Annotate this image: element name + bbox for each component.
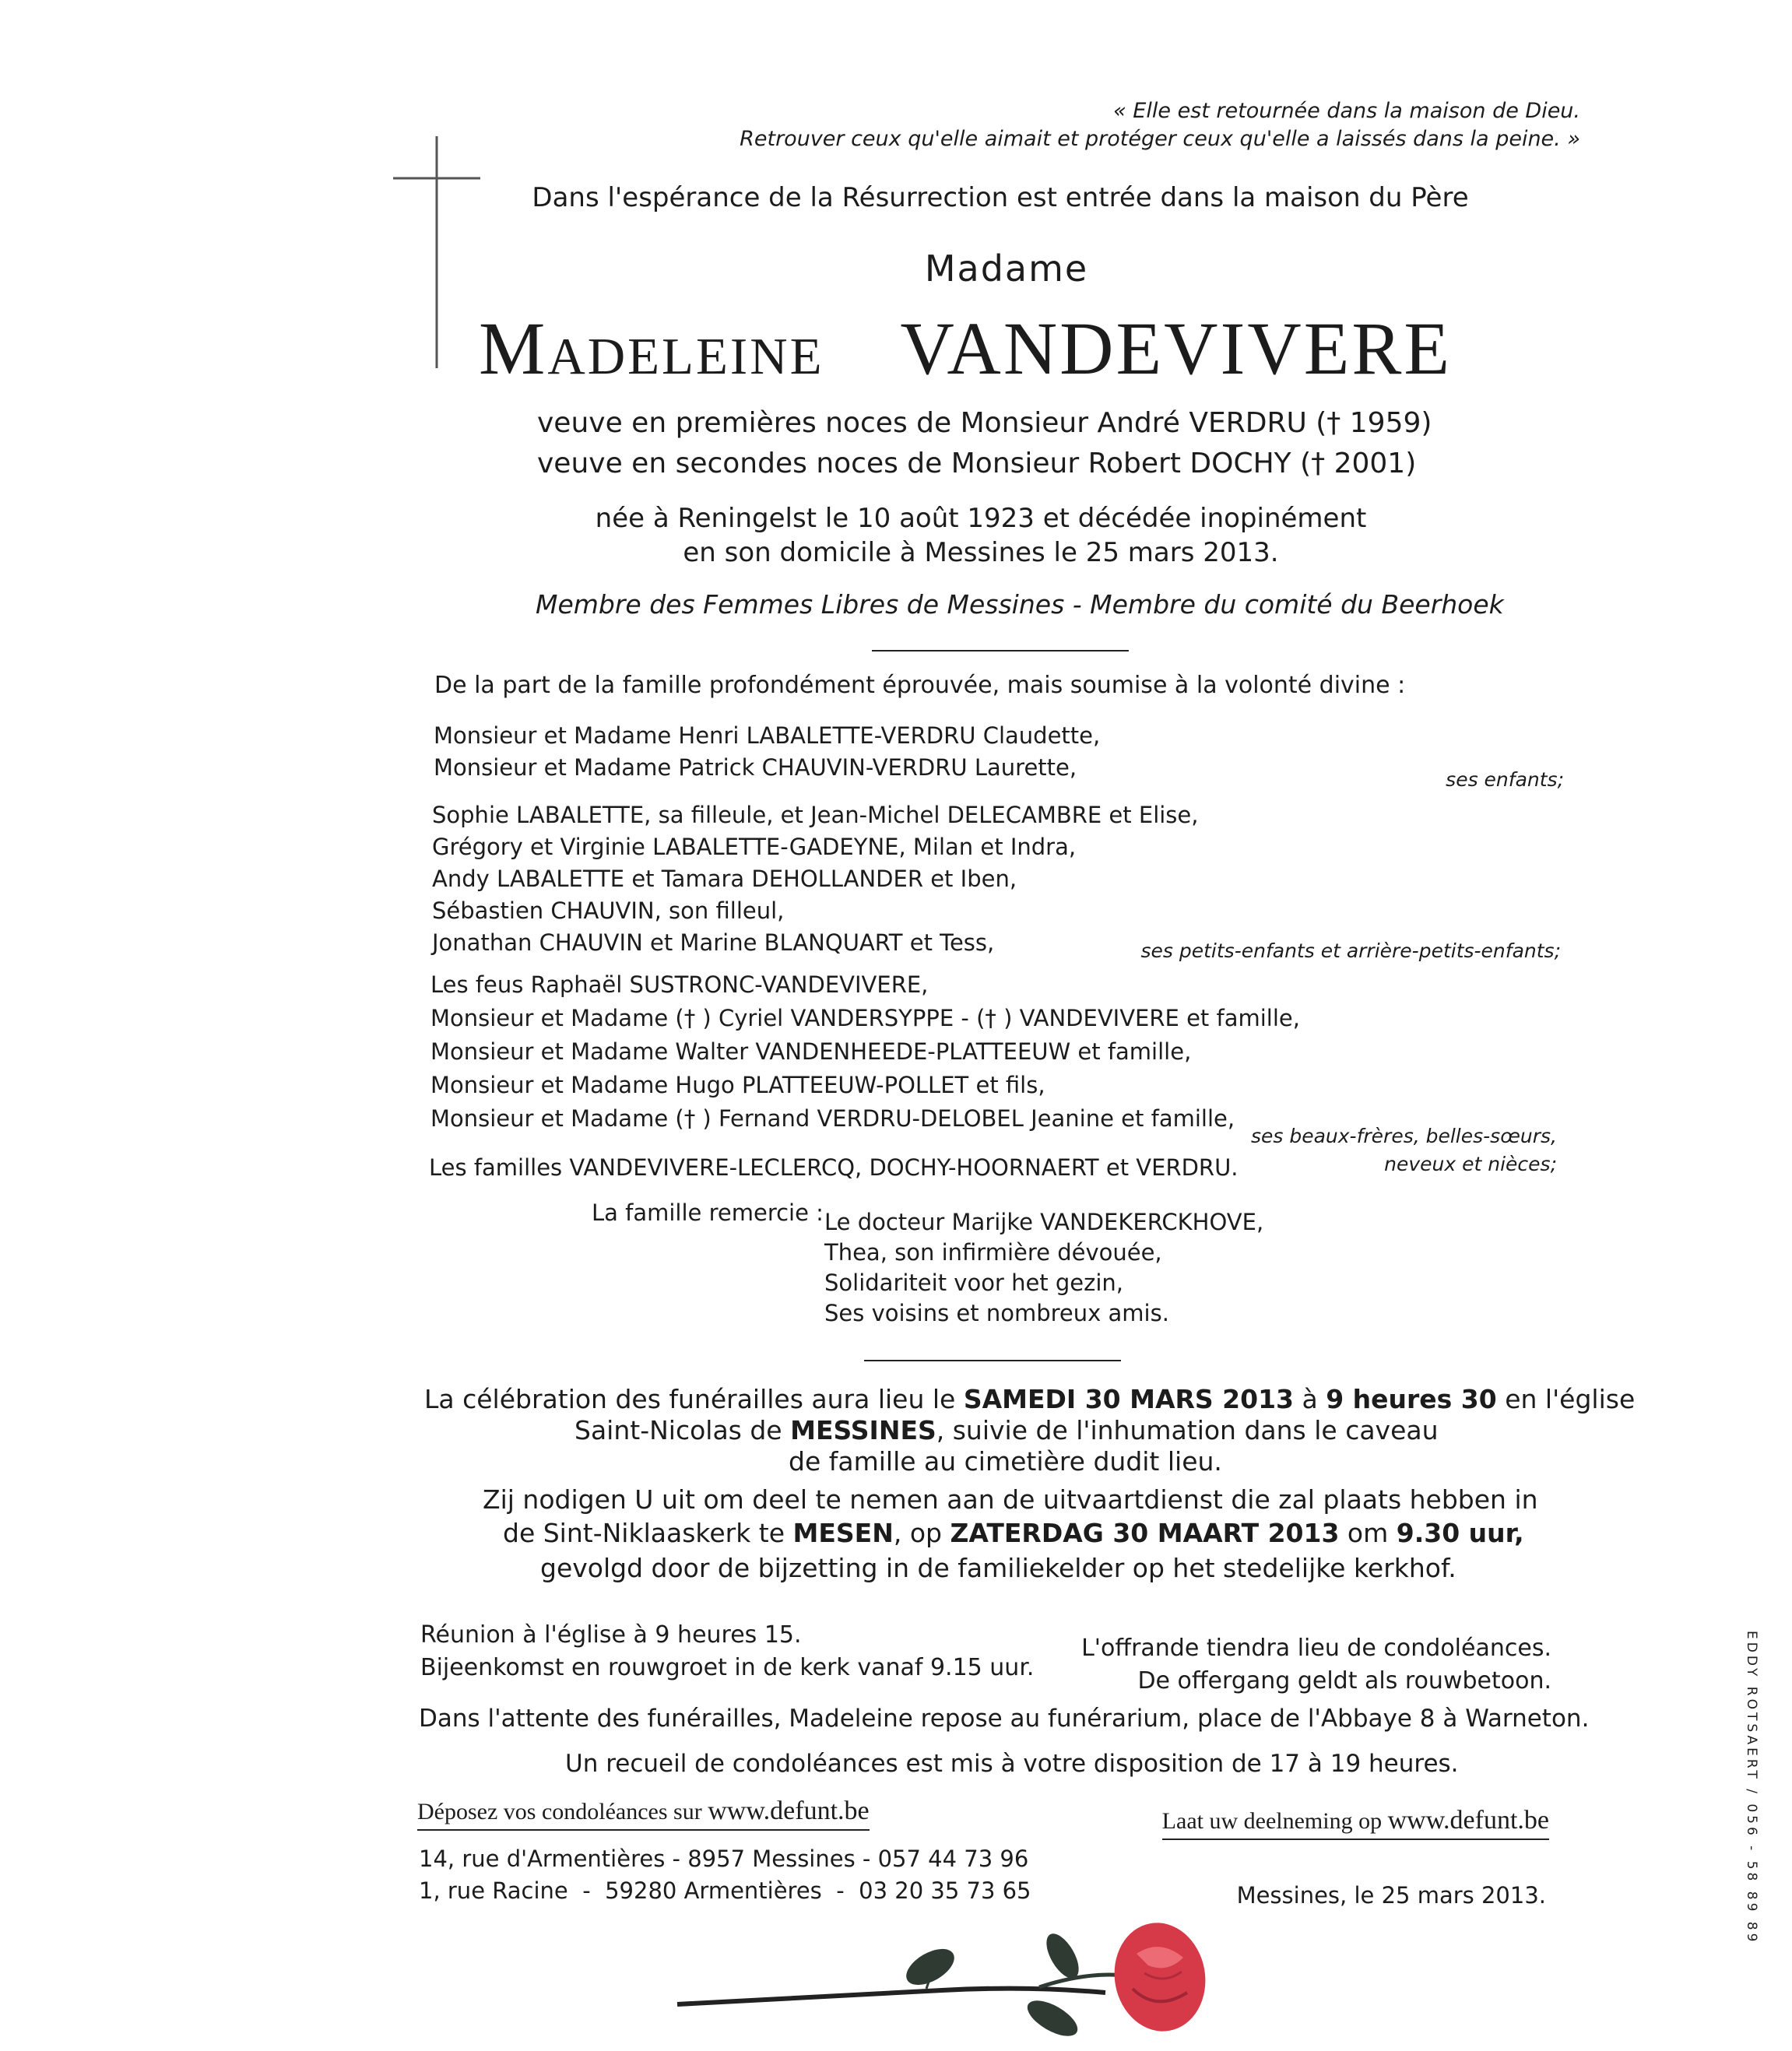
- text: , op: [893, 1518, 950, 1548]
- list-item: Grégory et Virginie LABALETTE-GADEYNE, Milan et Indra,: [432, 834, 1077, 860]
- printer-credit: EDDY ROTSAERT / 056 - 58 89 89: [1744, 1631, 1759, 1945]
- text: en l'église: [1496, 1384, 1636, 1414]
- first-name: Madeleine: [479, 307, 824, 390]
- funeral-nl-line-1: Zij nodigen U uit om deel te nemen aan de uitvaartdienst die zal plaats hebben in: [483, 1484, 1538, 1515]
- in-laws-list: [430, 968, 1300, 1136]
- list-item: Monsieur et Madame († ) Fernand VERDRU-DELOBEL Jeanine et famille,: [430, 1105, 1235, 1132]
- meeting-nl: Bijeenkomst en rouwgroet in de kerk vanaf 9.15 uur.: [420, 1654, 1035, 1681]
- funeral-date-nl: ZATERDAG 30 MAART 2013: [950, 1518, 1340, 1548]
- funeral-date-fr: SAMEDI 30 MARS 2013: [963, 1384, 1294, 1414]
- funeral-fr-line-1: [424, 1384, 1635, 1414]
- condolences-nl-text: Laat uw deelneming op: [1161, 1808, 1388, 1834]
- birth-line-1: née à Reningelst le 10 août 1923 et décédée inopinément: [595, 503, 1367, 534]
- grandchildren-list: [432, 799, 1198, 959]
- children-list: [434, 720, 1100, 784]
- address-line-1: 14, rue d'Armentières - 8957 Messines - 057 44 73 96: [419, 1846, 1029, 1872]
- birth-death: [592, 501, 1370, 570]
- funeral-fr-line-3: de famille au cimetière dudit lieu.: [789, 1446, 1222, 1477]
- list-item: Jonathan CHAUVIN et Marine BLANQUART et Tess,: [432, 929, 995, 956]
- deceased-name: [479, 302, 1452, 395]
- funeral-fr-line-2: [574, 1415, 1439, 1445]
- list-item: Le docteur Marijke VANDEKERCKHOVE,: [824, 1209, 1264, 1235]
- divider: [864, 1360, 1121, 1361]
- funeral-nl-line-2: [503, 1518, 1524, 1548]
- list-item: Ses voisins et nombreux amis.: [824, 1300, 1169, 1326]
- list-item: Les feus Raphaël SUSTRONC-VANDEVIVERE,: [430, 971, 929, 998]
- text: à: [1294, 1384, 1326, 1414]
- thanks-list: [824, 1207, 1263, 1329]
- offering-block: [1081, 1632, 1551, 1698]
- in-laws-relation: [1251, 1122, 1557, 1178]
- condolences-link-fr[interactable]: www.defunt.be: [708, 1796, 870, 1825]
- list-item: Solidariteit voor het gezin,: [824, 1270, 1124, 1296]
- offering-fr: L'offrande tiendra lieu de condoléances.: [1081, 1635, 1551, 1662]
- list-item: Monsieur et Madame († ) Cyriel VANDERSYPPE - († ) VANDEVIVERE et famille,: [430, 1005, 1300, 1031]
- families-line: Les familles VANDEVIVERE-LECLERCQ, DOCHY-HOORNAERT et VERDRU.: [429, 1154, 1239, 1181]
- last-name: VANDEVIVERE: [900, 307, 1453, 390]
- text: Saint-Nicolas de: [574, 1415, 791, 1445]
- in-laws-relation-line-2: neveux et nièces;: [1384, 1153, 1557, 1175]
- wake-line-1: Dans l'attente des funérailles, Madeleine repose au funérarium, place de l'Abbaye 8 à Warneton.: [419, 1705, 1590, 1733]
- meeting-fr: Réunion à l'église à 9 heures 15.: [420, 1621, 802, 1649]
- condolences-link-nl[interactable]: www.defunt.be: [1387, 1806, 1549, 1835]
- list-item: Monsieur et Madame Henri LABALETTE-VERDRU Claudette,: [434, 722, 1101, 749]
- condolences-fr: [417, 1796, 870, 1831]
- children-relation: ses enfants;: [1446, 768, 1564, 791]
- list-item: Sébastien CHAUVIN, son filleul,: [432, 897, 785, 924]
- funeral-nl-line-3: gevolgd door de bijzetting in de familiekelder op het stedelijke kerkhof.: [540, 1553, 1456, 1583]
- widow-line-2: veuve en secondes noces de Monsieur Robert DOCHY († 2001): [537, 448, 1417, 479]
- funeral-time-nl: 9.30 uur,: [1396, 1518, 1524, 1548]
- text: de Sint-Niklaaskerk te: [503, 1518, 793, 1548]
- quote-line-2: Retrouver ceux qu'elle aimait et protéger ceux qu'elle a laissés dans la peine. »: [740, 127, 1580, 151]
- quote: [740, 97, 1580, 153]
- list-item: Monsieur et Madame Hugo PLATTEEUW-POLLET et fils,: [430, 1072, 1045, 1098]
- text: La célébration des funérailles aura lieu le: [424, 1384, 964, 1414]
- funeral-place-nl: MESEN: [792, 1518, 894, 1548]
- meeting-block: [420, 1619, 1034, 1684]
- quote-line-1: « Elle est retournée dans la maison de Dieu.: [1113, 99, 1580, 123]
- funeral-time-fr: 9 heures 30: [1326, 1384, 1497, 1414]
- condolences-nl: [1162, 1806, 1549, 1840]
- grandchildren-relation: ses petits-enfants et arrière-petits-enfants;: [1140, 939, 1561, 962]
- offering-nl: De offergang geldt als rouwbetoon.: [1137, 1667, 1551, 1695]
- funeral-place-fr: MESSINES: [790, 1415, 936, 1445]
- birth-line-2: en son domicile à Messines le 25 mars 2013.: [683, 537, 1279, 568]
- list-item: Andy LABALETTE et Tamara DEHOLLANDER et Iben,: [432, 866, 1017, 892]
- text: om: [1339, 1518, 1397, 1548]
- membership: Membre des Femmes Libres de Messines - Membre du comité du Beerhoek: [536, 589, 1504, 620]
- widow-line-1: veuve en premières noces de Monsieur André VERDRU († 1959): [537, 407, 1432, 439]
- list-item: Monsieur et Madame Patrick CHAUVIN-VERDRU Laurette,: [434, 754, 1077, 781]
- dateline: Messines, le 25 mars 2013.: [1236, 1882, 1546, 1909]
- rose-icon: [669, 1919, 1230, 2051]
- wake-line-2: Un recueil de condoléances est mis à votre disposition de 17 à 19 heures.: [565, 1750, 1459, 1778]
- thanks-label: La famille remercie :: [592, 1199, 824, 1226]
- condolences-fr-text: Déposez vos condoléances sur: [417, 1799, 708, 1824]
- intro-line: Dans l'espérance de la Résurrection est entrée dans la maison du Père: [532, 182, 1469, 213]
- list-item: Monsieur et Madame Walter VANDENHEEDE-PLATTEEUW et famille,: [430, 1038, 1192, 1065]
- text: , suivie de l'inhumation dans le caveau: [936, 1415, 1439, 1445]
- list-item: Sophie LABALETTE, sa filleule, et Jean-Michel DELECAMBRE et Elise,: [432, 802, 1199, 828]
- address-line-2: 1, rue Racine - 59280 Armentières - 03 20 35 73 65: [419, 1877, 1031, 1904]
- family-intro: De la part de la famille profondément éprouvée, mais soumise à la volonté divine :: [434, 672, 1406, 699]
- addresses: [419, 1843, 1031, 1907]
- honorific: Madame: [924, 248, 1089, 290]
- divider: [872, 650, 1129, 651]
- widow-block: [537, 403, 1432, 484]
- list-item: Thea, son infirmière dévouée,: [824, 1239, 1162, 1266]
- in-laws-relation-line-1: ses beaux-frères, belles-sœurs,: [1250, 1125, 1557, 1147]
